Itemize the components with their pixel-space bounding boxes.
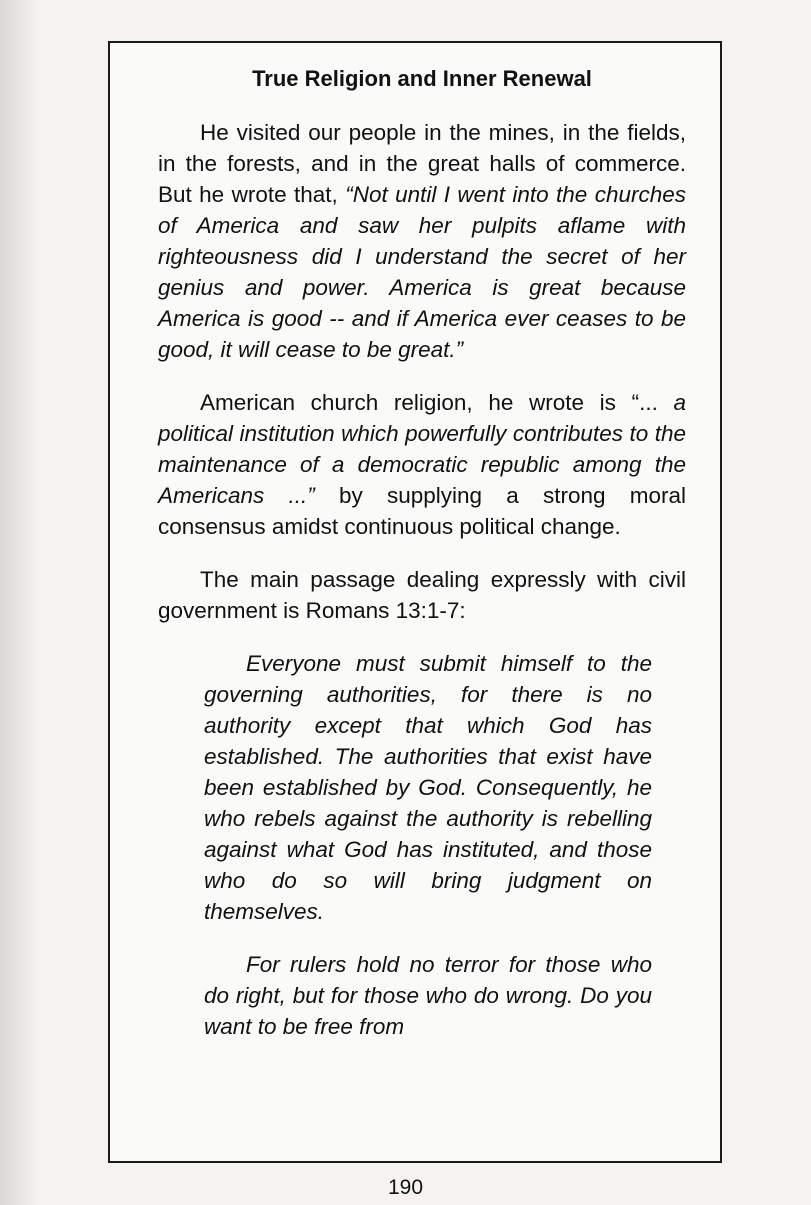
paragraph-church-religion [158, 387, 686, 542]
paragraph-church-lead: American church religion, he wrote is “... [200, 390, 674, 415]
scripture-quote [204, 648, 652, 1042]
text-box-frame [108, 41, 722, 1163]
page-number: 190 [387, 1176, 424, 1199]
scripture-quote-1: Everyone must submit himself to the governing authorities, for there is no authority except that which God has established. The authorities that exist have been established by God. Consequently, he who rebels against the authority is rebelling against what God has instituted, and those who do so will bring judgment on themselves. [204, 651, 652, 924]
paragraph-church-quote: a political institution which powerfully contributes to the maintenance of a democratic republic among the Americans ...” [158, 390, 686, 508]
paragraph-main-passage: The main passage dealing expressly with civil government is Romans 13:1-7: [158, 567, 686, 623]
paragraph-visit-quote: “Not until I went into the churches of America and saw her pulpits aflame with righteousness did I understand the secret of her genius and power. America is great because America is good -- and if America ever ceases to be good, it will cease to be great.” [158, 182, 687, 362]
scripture-quote-2: For rulers hold no terror for those who do right, but for those who do wrong. Do you want to be free from [204, 952, 652, 1039]
page-edge-shadow [0, 0, 40, 1205]
paragraph-church-tail: by supplying a strong moral consensus amidst continuous political change. [158, 483, 686, 539]
paragraph-visit-lead: He visited our people in the mines, in the fields, in the forests, and in the great halls of commerce. But he wrote that, [158, 120, 686, 207]
section-title: True Religion and Inner Renewal [252, 66, 592, 91]
page-content [158, 65, 686, 1064]
paragraph-visit [158, 117, 686, 365]
